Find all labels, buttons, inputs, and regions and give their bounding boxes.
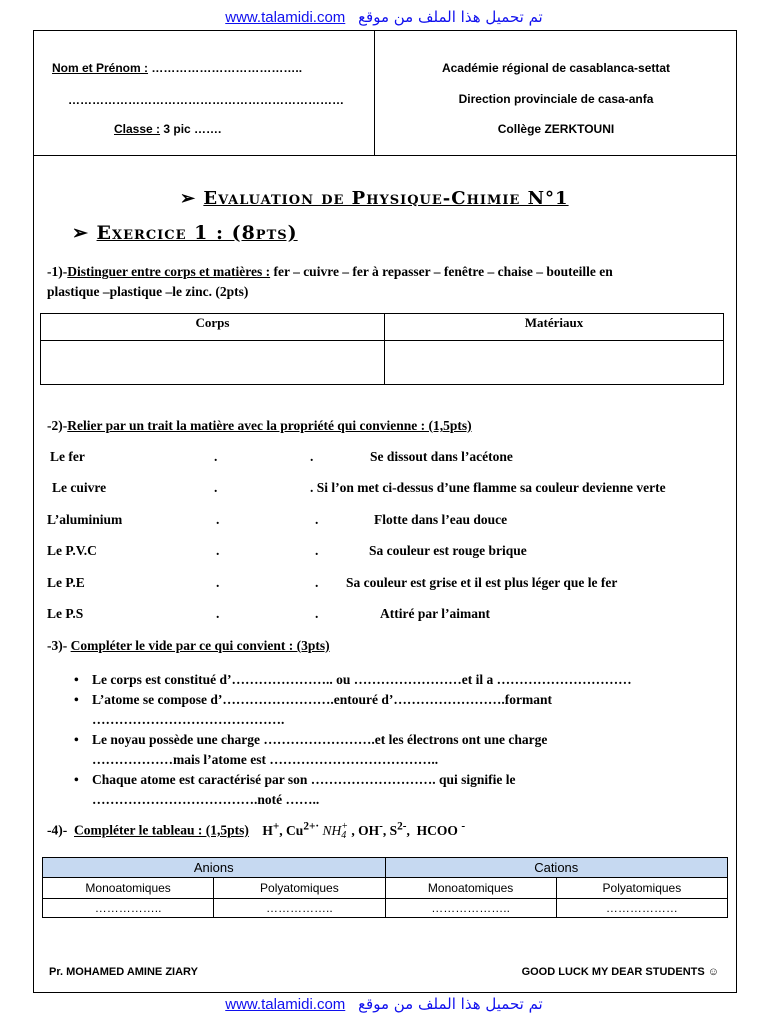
class-value: 3 pic ……. [163,122,222,136]
ion-oh: OH [358,822,380,838]
q2-statement [47,418,472,434]
q2-dot-right-6[interactable]: . [315,606,319,621]
q1-instruction: Distinguer entre corps et matières : [67,264,271,279]
watermark-bottom [0,995,768,1013]
q4-sub-anion-mono: Monoatomiques [43,878,214,899]
q2-property-5: Sa couleur est grise et il est plus léger que le fer [346,575,618,590]
q1-cell-corps[interactable] [41,341,385,385]
q2-dot-right-1[interactable]: . [310,449,314,464]
q4-cell-anion-mono[interactable]: …………….. [43,899,214,918]
q3-number: -3)- [47,638,71,653]
ion-nh4-symbol: NH [322,822,342,838]
q1-table [40,313,724,385]
q3-item-4[interactable] [68,770,728,810]
name-dots: ……………………………….. [151,61,303,75]
q3-item-3-line1: Le noyau possède une charge …………………….et les électrons ont une charge [92,732,548,747]
q2-property-6: Attiré par l’aimant [380,606,490,621]
q2-dot-left-6[interactable]: . [216,606,220,621]
main-title [180,188,569,209]
q1-statement [47,262,727,302]
q2-property-1: Se dissout dans l’acétone [370,449,513,464]
q4-cell-cation-mono[interactable]: ……………….. [385,899,556,918]
ion-s-charge: 2- [397,820,407,832]
main-title-text: Evaluation de Physique-Chimie N°1 [203,188,569,209]
q3-item-2[interactable] [68,690,728,730]
college-name: Collège ZERKTOUNI [497,122,615,136]
q4-sub-cation-mono: Monoatomiques [385,878,556,899]
q1-cell-materiaux[interactable] [385,341,724,385]
q3-item-4-line2: ……………………………….noté …….. [92,792,320,807]
ion-h: H [262,822,273,838]
q3-item-2-line1: L’atome se compose d’…………………….entouré d’…………………….formant [92,692,552,707]
q2-dot-right-5[interactable]: . [315,575,319,590]
q3-item-2-line2: ……………………………………. [92,712,285,727]
q3-instruction: Compléter le vide par ce qui convient : (3pts) [70,638,330,653]
q4-instruction: Compléter le tableau : (1,5pts) [74,822,249,838]
ion-nh4-index: 4 [341,830,347,842]
q3-item-3[interactable] [68,730,728,770]
q1-text-line1: fer – cuivre – fer à repasser – fenêtre – chaise – bouteille en [270,264,613,279]
q2-property-3: Flotte dans l’eau douce [374,512,508,527]
q1-header-materiaux: Matériaux [385,314,724,341]
watermark-arabic-text: تم تحميل هذا الملف من موقع [358,995,543,1013]
q3-item-1[interactable] [68,670,728,690]
watermark-url-link[interactable]: www.talamidi.com [225,996,346,1013]
q2-material-5: Le P.E [47,575,85,590]
watermark-arabic-text: تم تحميل هذا الملف من موقع [358,8,543,26]
class-field [114,122,221,136]
ion-nh4 [322,821,349,842]
exercise-title [72,222,298,244]
q4-header-anions: Anions [43,858,386,878]
header-vertical-divider [374,30,375,155]
q3-statement [47,638,330,654]
q4-sub-cation-poly: Polyatomiques [556,878,727,899]
q2-material-2: Le cuivre [52,480,107,495]
direction-name: Direction provinciale de casa-anfa [458,92,654,106]
q3-item-3-line2: ………………mais l’atome est ……………………………….. [92,752,439,767]
author-name: Pr. MOHAMED AMINE ZIARY [49,966,198,978]
exercise-title-text: Exercice 1 : (8pts) [96,222,298,244]
q3-item-1-line1: Le corps est constitué d’………………….. ou ……………………et il a ………………………… [92,672,632,687]
q2-material-4: Le P.V.C [47,543,97,558]
arrow-bullet-icon: ➢ [180,188,204,209]
name-second-line: …………………………………………………………… [68,93,344,107]
q1-header-corps: Corps [41,314,385,341]
q4-table [42,857,728,918]
q4-sub-anion-poly: Polyatomiques [214,878,385,899]
q2-material-3: L’aluminium [47,512,123,527]
q1-number: -1)- [47,264,68,279]
q2-dot-left-1[interactable]: . [214,449,218,464]
q2-property-2: . Si l’on met ci-dessus d’une flamme sa couleur devienne verte [310,480,666,495]
q3-item-4-line1: Chaque atome est caractérisé par son ………………………. qui signifie le [92,772,516,787]
watermark-url-link[interactable]: www.talamidi.com [225,9,346,26]
q4-ion-list: H+, $Cu^{2+\cdot}$ NH + 4 , OH-, $S^{2-}$, HCOO - [262,820,466,842]
q2-dot-right-4[interactable]: . [315,543,319,558]
ion-hcoo-charge: - [461,820,466,832]
ion-hcoo: HCOO [416,822,458,838]
header-divider [33,155,737,156]
q4-cell-cation-poly[interactable]: ……………… [556,899,727,918]
name-label: Nom et Prénom : [52,61,149,75]
q3-bullet-list [68,670,728,810]
q2-material-1: Le fer [50,449,85,464]
good-luck-message: GOOD LUCK MY DEAR STUDENTS ☺ [521,966,719,978]
q2-dot-left-4[interactable]: . [216,543,220,558]
arrow-bullet-icon: ➢ [72,222,97,244]
class-label: Classe : [114,122,161,136]
ion-cu: Cu [286,822,304,838]
q2-material-6: Le P.S [47,606,84,621]
q4-number: -4)- [47,822,68,838]
q4-cell-anion-poly[interactable]: …………….. [214,899,385,918]
q2-dot-right-3[interactable]: . [315,512,319,527]
q1-text-line2: plastique –plastique –le zinc. (2pts) [47,284,249,299]
ion-nh4-charge: + [341,821,349,833]
q2-dot-left-2[interactable]: . [214,480,218,495]
q2-instruction: Relier par un trait la matière avec la propriété qui convienne : (1,5pts) [67,418,472,433]
name-field [52,61,302,75]
ion-h-charge: + [272,820,280,832]
q2-number: -2)- [47,418,68,433]
ion-oh-charge: - [379,820,383,832]
q2-property-4: Sa couleur est rouge brique [369,543,527,558]
q2-dot-left-5[interactable]: . [216,575,220,590]
q4-statement [47,820,465,840]
academy-name: Académie régional de casablanca-settat [441,61,671,75]
watermark-top [0,8,768,26]
q4-header-cations: Cations [385,858,728,878]
q2-dot-left-3[interactable]: . [216,512,220,527]
ion-s: S [389,822,398,838]
ion-cu-charge: 2+ [303,820,316,832]
